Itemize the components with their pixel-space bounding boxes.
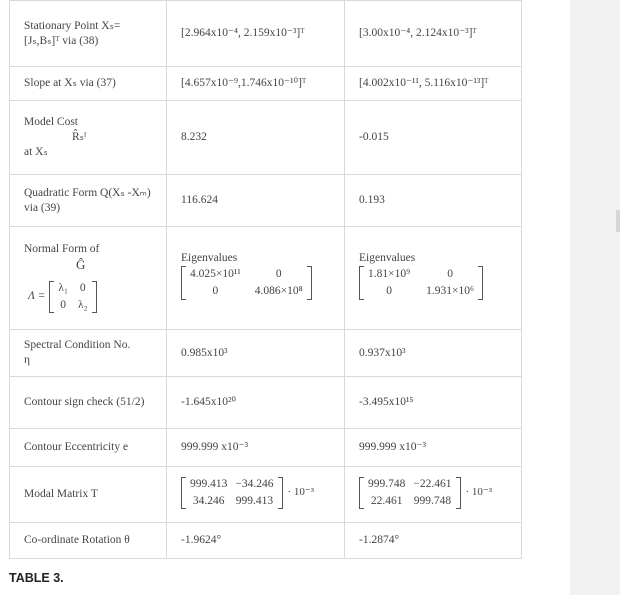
matrix-entry: −22.461 [413, 477, 452, 490]
modal-matrix-cell [167, 467, 345, 523]
row-label: Contour Eccentricity e [10, 429, 167, 467]
cost-symbol: R̂ₛᶠ [72, 131, 87, 144]
eigen-cell [345, 227, 522, 330]
matrix-entry: 0 [212, 285, 219, 297]
matrix-entry: −34.246 [235, 477, 274, 490]
row-label: Slope at Xₛ via (37) [10, 67, 167, 101]
row-label: Contour sign check (51/2) [10, 377, 167, 429]
table-row [10, 429, 522, 467]
table-row [10, 467, 522, 523]
row-label-cell [10, 330, 167, 377]
row-label: Modal Matrix T [10, 467, 167, 523]
eigen-cell [167, 227, 345, 330]
table-row [10, 175, 522, 227]
cell-value: -1.9624° [167, 523, 345, 559]
matrix-unit: · 10⁻³ [465, 486, 493, 499]
matrix-entry: 34.246 [192, 494, 225, 507]
row-label: Quadratic Form Q(Xₛ -Xₘ) via (39) [10, 175, 167, 227]
table-row [10, 67, 522, 101]
cell-value: -3.495x10¹⁵ [345, 377, 522, 429]
matrix-entry: 0 [60, 298, 67, 311]
matrix-entry: 0 [447, 268, 453, 281]
table-row [10, 330, 522, 377]
lambda-matrix [49, 280, 96, 314]
side-gutter [570, 0, 620, 595]
table-row [10, 1, 522, 67]
matrix-entry: 22.461 [370, 494, 403, 507]
eta-symbol: η [24, 354, 31, 366]
matrix-entry: 0 [275, 268, 282, 281]
matrix-entry: 1.931×10⁶ [426, 285, 474, 297]
matrix-entry: 999.413 [190, 477, 228, 490]
lambda-label: Λ = [28, 290, 46, 303]
table-row [10, 377, 522, 429]
row-label-suffix: at Xₛ [24, 145, 48, 158]
row-label-cell [10, 101, 167, 175]
matrix-entry: 999.413 [235, 494, 274, 507]
row-label: Co-ordinate Rotation θ [10, 523, 167, 559]
scrollbar-thumb[interactable] [616, 210, 620, 232]
matrix-entry: λ₂ [77, 298, 88, 311]
table-row [10, 101, 522, 175]
cell-value: [2.964x10⁻⁴, 2.159x10⁻³]ᵀ [167, 1, 345, 67]
matrix-entry: 1.81×10⁹ [368, 268, 411, 281]
matrix-entry: λ₁ [58, 281, 68, 294]
cell-value: -1.645x10²⁰ [167, 377, 345, 429]
cell-value: 999.999 x10⁻³ [167, 429, 345, 467]
modal-matrix [359, 476, 492, 510]
cell-value: 8.232 [167, 101, 345, 175]
cell-value: -0.015 [345, 101, 522, 175]
row-label-cell [10, 227, 167, 330]
cell-value: 0.193 [345, 175, 522, 227]
matrix-unit: · 10⁻³ [287, 486, 315, 499]
modal-matrix-cell [345, 467, 522, 523]
cell-value: [4.657x10⁻⁹,1.746x10⁻¹⁰]ᵀ [167, 67, 345, 101]
matrix-entry: 4.086×10⁸ [254, 285, 303, 297]
row-label: Spectral Condition No. [24, 339, 131, 352]
cell-value: 116.624 [167, 175, 345, 227]
table-row [10, 523, 522, 559]
eigen-title: Eigenvalues [359, 252, 416, 265]
eigen-matrix [181, 266, 312, 300]
matrix-entry: 0 [386, 285, 392, 297]
cell-value: [3.00x10⁻⁴, 2.124x10⁻³]ᵀ [345, 1, 522, 67]
g-hat-symbol: Ĝ [76, 257, 86, 273]
matrix-entry: 999.748 [413, 494, 452, 507]
eigen-title: Eigenvalues [181, 252, 238, 265]
modal-matrix [181, 476, 314, 510]
row-label: Stationary Point Xₛ=[Jₛ,Bₛ]ᵀ via (38) [10, 1, 167, 67]
matrix-entry: 999.748 [368, 477, 406, 490]
cell-value: -1.2874° [345, 523, 522, 559]
results-table [9, 0, 522, 559]
table-caption: TABLE 3. [9, 571, 64, 585]
row-label: Normal Form of [24, 243, 100, 256]
table-row [10, 227, 522, 330]
row-label: Model Cost [24, 116, 78, 129]
cell-value: 0.937x10³ [345, 330, 522, 377]
cell-value: [4.002x10⁻¹¹, 5.116x10⁻¹³]ᵀ [345, 67, 522, 101]
matrix-entry: 4.025×10¹¹ [190, 268, 241, 281]
cell-value: 0.985x10³ [167, 330, 345, 377]
cell-value: 999.999 x10⁻³ [345, 429, 522, 467]
matrix-entry: 0 [79, 281, 86, 294]
eigen-matrix [359, 266, 483, 300]
